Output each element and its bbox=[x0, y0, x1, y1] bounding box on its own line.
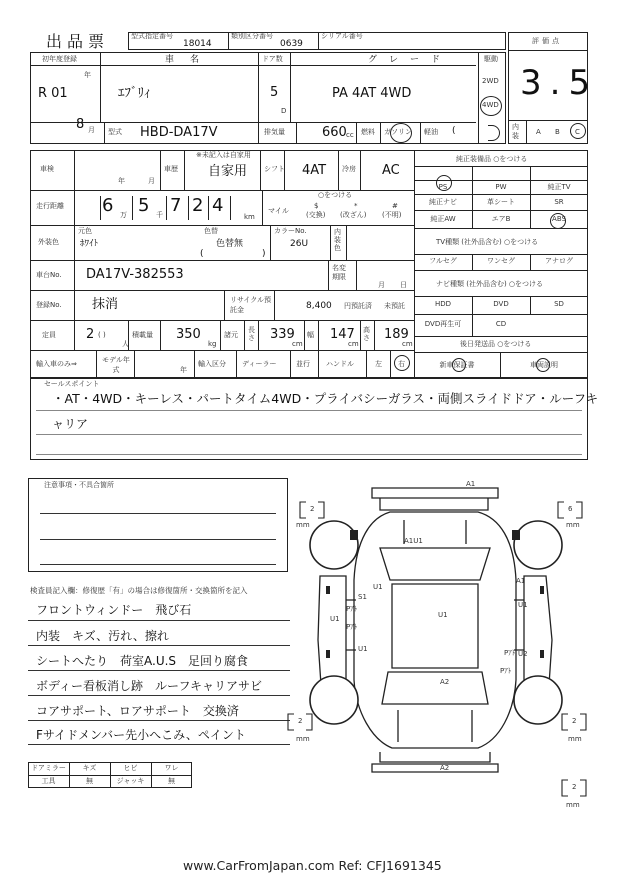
import-parallel: 並行 bbox=[296, 360, 310, 368]
mileage-man: 万 bbox=[120, 211, 127, 219]
altered: (改ざん) bbox=[340, 211, 367, 219]
damage-p-ldoor: Pｱﾄ bbox=[346, 623, 358, 631]
color-label: 外装色 bbox=[38, 238, 59, 246]
import-label: 輸入車のみ⇒ bbox=[36, 360, 77, 368]
sales-line-1: ・AT・4WD・キーレス・パートタイム4WD・プライバシーガラス・両側スライドドア・ルーフキ bbox=[52, 391, 599, 406]
history: 自家用 bbox=[208, 164, 248, 179]
missing-cell-4: 無 bbox=[168, 777, 175, 785]
load-label: 積載量 bbox=[132, 331, 153, 339]
recycle-fee: 8,400 bbox=[306, 301, 332, 311]
navi-cd: CD bbox=[495, 320, 507, 328]
capacity: 2 bbox=[86, 327, 95, 342]
car-name-label: 車名 bbox=[165, 55, 216, 65]
ac-label: 冷房 bbox=[342, 165, 356, 173]
handle-label: ハンドル bbox=[326, 360, 354, 368]
damage-p-rear: Pｱﾄ bbox=[500, 667, 512, 675]
sales-label: セールスポイント bbox=[44, 380, 100, 388]
length-unit: cm bbox=[292, 340, 303, 348]
altered-symbol: * bbox=[354, 202, 358, 210]
paint: 色替無 bbox=[216, 239, 244, 249]
equip-label: 純正装備品 ○をつける bbox=[456, 155, 528, 163]
displacement: 660 bbox=[322, 125, 347, 140]
length-label: 長さ bbox=[248, 326, 255, 342]
damage-u1-ldoor: U1 bbox=[330, 615, 340, 623]
rear-bumper bbox=[372, 764, 498, 772]
equip-aw: 純正AW bbox=[430, 215, 456, 223]
mile: マイル bbox=[268, 207, 289, 215]
doors-label: ドア数 bbox=[262, 55, 283, 63]
equip-ps: PS bbox=[438, 183, 448, 191]
tread-rr-unit: mm bbox=[568, 735, 582, 743]
damage-u2: U2 bbox=[518, 650, 528, 658]
reg-no: 抹消 bbox=[92, 297, 119, 312]
first-reg-month: 8 bbox=[76, 117, 85, 132]
fuel-label: 燃料 bbox=[361, 128, 375, 136]
year-unit: 年 bbox=[84, 71, 91, 79]
navi-dvd-play: DVD再生可 bbox=[424, 320, 462, 328]
height: 189 bbox=[384, 327, 409, 342]
name-change-month: 月 bbox=[378, 281, 385, 289]
ac: AC bbox=[382, 163, 400, 178]
tread-front-right: 6 bbox=[568, 505, 573, 513]
equip-sr: SR bbox=[554, 198, 564, 206]
navi-sd: SD bbox=[554, 300, 564, 308]
exchange: (交換) bbox=[306, 211, 326, 219]
note-item-3: シートへたり 荷室A.U.S 足回り腐食 bbox=[36, 654, 249, 668]
mileage-digit-4: 2 bbox=[192, 195, 204, 216]
mirror-left bbox=[350, 530, 358, 540]
watermark: www.CarFromJapan.com Ref: CFJ1691345 bbox=[183, 858, 442, 873]
chassis-label: 車台No. bbox=[36, 271, 62, 279]
shaken-label: 車検 bbox=[40, 165, 54, 173]
equip-abs: ABS bbox=[552, 215, 566, 223]
later-manual: 車両説明 bbox=[530, 361, 558, 369]
paren-right: ) bbox=[262, 249, 266, 259]
drive-4wd: 4WD bbox=[482, 101, 499, 109]
tread-extra: 2 bbox=[572, 783, 577, 791]
tread-extra-unit: mm bbox=[566, 801, 580, 809]
disp-label: 排気量 bbox=[264, 128, 285, 136]
note-item-4: ボディー看板消し跡 ルーフキャリアサビ bbox=[36, 679, 262, 693]
grade: PA 4AT 4WD bbox=[332, 86, 412, 101]
handle-left: 左 bbox=[375, 360, 382, 368]
missing-header-2: キズ bbox=[82, 764, 97, 772]
mileage-sen: 千 bbox=[156, 211, 163, 219]
serial-label: シリアル番号 bbox=[321, 32, 363, 40]
missing-cell-1: 工具 bbox=[41, 777, 56, 785]
equip-leather: 革シート bbox=[487, 198, 515, 206]
damage-a1-right: A1 bbox=[516, 577, 526, 585]
later-label: 後日発送品 ○をつける bbox=[460, 340, 532, 348]
first-reg-label: 初年度登録 bbox=[42, 55, 77, 63]
model-label: 型式 bbox=[108, 128, 122, 136]
tread-rear-right: 2 bbox=[572, 717, 577, 725]
drive-2wd: 2WD bbox=[482, 77, 499, 85]
sheet-title: 出品票 bbox=[46, 32, 110, 51]
form-no: 18014 bbox=[183, 39, 212, 49]
chassis-no: DA17V-382553 bbox=[86, 267, 184, 282]
doors: 5 bbox=[270, 85, 279, 100]
mileage-label: 走行距離 bbox=[36, 202, 64, 210]
interior-b: B bbox=[555, 128, 560, 136]
note-item-1: フロントウィンドー 飛び石 bbox=[36, 603, 192, 617]
front-bumper bbox=[372, 488, 498, 498]
note-item-2: 内装 キズ、汚れ、擦れ bbox=[36, 629, 169, 643]
damage-p-left: Pｱﾄ bbox=[346, 605, 358, 613]
unknown: (不明) bbox=[382, 211, 402, 219]
damage-u1-lower: U1 bbox=[358, 645, 368, 653]
paren-left: ( bbox=[200, 249, 204, 259]
tread-rl-unit: mm bbox=[296, 735, 310, 743]
note-item-6: Fサイドメンバー先小へこみ、ペイント bbox=[36, 728, 246, 742]
paint-label: 色替 bbox=[204, 227, 218, 235]
wheel-front-left bbox=[310, 521, 358, 569]
damage-s1: S1 bbox=[358, 593, 367, 601]
wheel-rear-left bbox=[310, 676, 358, 724]
capacity-paren: ( ) bbox=[98, 331, 106, 339]
width: 147 bbox=[330, 327, 355, 342]
name-change-label: 名変期限 bbox=[332, 264, 346, 281]
tread-fl-unit: mm bbox=[296, 521, 310, 529]
sales-line-2: ャリア bbox=[52, 417, 89, 431]
wheel-rear-right bbox=[514, 676, 562, 724]
notes-title: 注意事項・不具合箇所 bbox=[44, 481, 114, 489]
form-no-label: 型式指定番号 bbox=[131, 32, 173, 40]
recycle-label: リサイクル預託金 bbox=[230, 296, 272, 314]
exchange-symbol: $ bbox=[314, 202, 319, 210]
load-unit: kg bbox=[208, 340, 217, 348]
note-item-5: コアサポート、ロアサポート 交換済 bbox=[36, 704, 239, 718]
height-label: 高さ bbox=[363, 326, 370, 342]
mileage-km: km bbox=[244, 213, 255, 221]
tv-analog: アナログ bbox=[545, 257, 573, 265]
door-d: D bbox=[281, 107, 287, 115]
later-warranty: 新車保証書 bbox=[439, 361, 475, 369]
tread-fr-unit: mm bbox=[566, 521, 580, 529]
mirror-right bbox=[512, 530, 520, 540]
drive-label: 駆動 bbox=[484, 55, 498, 63]
equip-navi: 純正ナビ bbox=[429, 198, 457, 206]
wheel-front-right bbox=[514, 521, 562, 569]
fuel-diesel: 軽油 bbox=[424, 128, 438, 136]
month-unit: 月 bbox=[88, 126, 95, 134]
model-year-label: モデル年式 bbox=[102, 356, 130, 374]
handle-right: 右 bbox=[398, 360, 405, 368]
interior-a: A bbox=[536, 128, 541, 136]
score: 3.5 bbox=[520, 63, 599, 103]
model-year-unit: 年 bbox=[180, 366, 187, 374]
height-unit: cm bbox=[402, 340, 413, 348]
interior-c: C bbox=[575, 128, 580, 136]
width-label: 幅 bbox=[307, 331, 314, 339]
equip-pw: PW bbox=[495, 183, 507, 191]
shift: 4AT bbox=[302, 163, 327, 178]
orig-color: ﾎﾜｲﾄ bbox=[80, 239, 99, 249]
interior-label: 内装 bbox=[512, 123, 519, 140]
equip-tv: 純正TV bbox=[547, 183, 571, 191]
damage-a2: A2 bbox=[440, 678, 450, 686]
int-color-label: 内装色 bbox=[334, 228, 341, 252]
roof bbox=[392, 584, 478, 668]
fuel-gasoline: ガソリン bbox=[384, 128, 412, 136]
fuel-bracket: ( bbox=[452, 126, 456, 136]
unknown-symbol: # bbox=[392, 202, 398, 210]
first-reg-era: R 01 bbox=[38, 86, 68, 101]
import-dealer: ディーラー bbox=[242, 360, 277, 368]
width-unit: cm bbox=[348, 340, 359, 348]
tv-full: フルセグ bbox=[429, 257, 457, 265]
damage-u1-right: U1 bbox=[518, 601, 528, 609]
navi-hdd: HDD bbox=[434, 300, 452, 308]
reg-label: 登録No. bbox=[36, 301, 62, 309]
damage-a1-top: A1 bbox=[466, 480, 476, 488]
windshield bbox=[380, 548, 490, 580]
mileage-digit-3: 7 bbox=[170, 195, 182, 216]
damage-u1-left: U1 bbox=[373, 583, 383, 591]
tread-front-left: 2 bbox=[310, 505, 315, 513]
score-label: 評価点 bbox=[532, 37, 562, 45]
tread-rear-left: 2 bbox=[298, 717, 303, 725]
history-note: ※未記入は自家用 bbox=[196, 151, 251, 159]
inspector-note: 検査員記入欄：修復歴「有」の場合は修復箇所・交換箇所を記入 bbox=[30, 586, 248, 595]
equip-airbag: エアB bbox=[491, 215, 511, 223]
rear-window bbox=[382, 672, 488, 704]
missing-header-1: ドアミラー bbox=[31, 764, 66, 772]
shaken-month: 月 bbox=[148, 177, 155, 185]
car-name: ｴﾌﾞﾘｨ bbox=[118, 86, 151, 101]
history-label: 車歴 bbox=[164, 165, 178, 173]
damage-u1-mid: U1 bbox=[438, 611, 448, 619]
name-change-day: 日 bbox=[400, 281, 407, 289]
grade-label: グレード bbox=[368, 55, 453, 65]
color-no: 26U bbox=[290, 239, 309, 249]
navi-type-label: ナビ種類 (社外品含む) ○をつける bbox=[436, 280, 544, 288]
color-no-label: カラーNo. bbox=[274, 227, 307, 235]
tv-type-label: TV種類 (社外品含む) ○をつける bbox=[436, 238, 539, 246]
mile-circle-note: ○をつける bbox=[318, 191, 353, 199]
spec-label: 諸元 bbox=[224, 331, 238, 339]
import-category: 輸入区分 bbox=[198, 360, 226, 368]
orig-color-label: 元色 bbox=[78, 227, 92, 235]
missing-cell-2: 無 bbox=[86, 777, 93, 785]
shaken-year: 年 bbox=[118, 177, 125, 185]
damage-a2-bottom: A2 bbox=[440, 764, 450, 772]
capacity-unit: 人 bbox=[122, 340, 129, 348]
disp-unit: cc bbox=[346, 131, 354, 139]
navi-dvd: DVD bbox=[493, 300, 509, 308]
damage-p-rdoor: Pｱﾄ bbox=[504, 649, 516, 657]
damage-a1u1: A1U1 bbox=[404, 537, 423, 545]
length: 339 bbox=[270, 327, 295, 342]
mileage-digit-5: 4 bbox=[212, 195, 224, 216]
missing-cell-3: ジャッキ bbox=[116, 777, 145, 785]
capacity-label: 定員 bbox=[42, 331, 56, 339]
model: HBD-DA17V bbox=[140, 125, 218, 140]
class-no-label: 類別区分番号 bbox=[231, 32, 273, 40]
missing-header-3: ヒビ bbox=[123, 764, 138, 772]
recycle-unit: 円預託済 bbox=[344, 302, 372, 310]
recycle-not: 未預託 bbox=[384, 302, 405, 310]
shift-label: シフト bbox=[264, 165, 285, 173]
class-no: 0639 bbox=[280, 39, 303, 49]
missing-header-4: ワレ bbox=[164, 764, 179, 772]
load: 350 bbox=[176, 327, 201, 342]
mileage-digit-2: 5 bbox=[138, 195, 150, 216]
mileage-digit-1: 6 bbox=[102, 195, 114, 216]
tv-one: ワンセグ bbox=[487, 257, 515, 265]
